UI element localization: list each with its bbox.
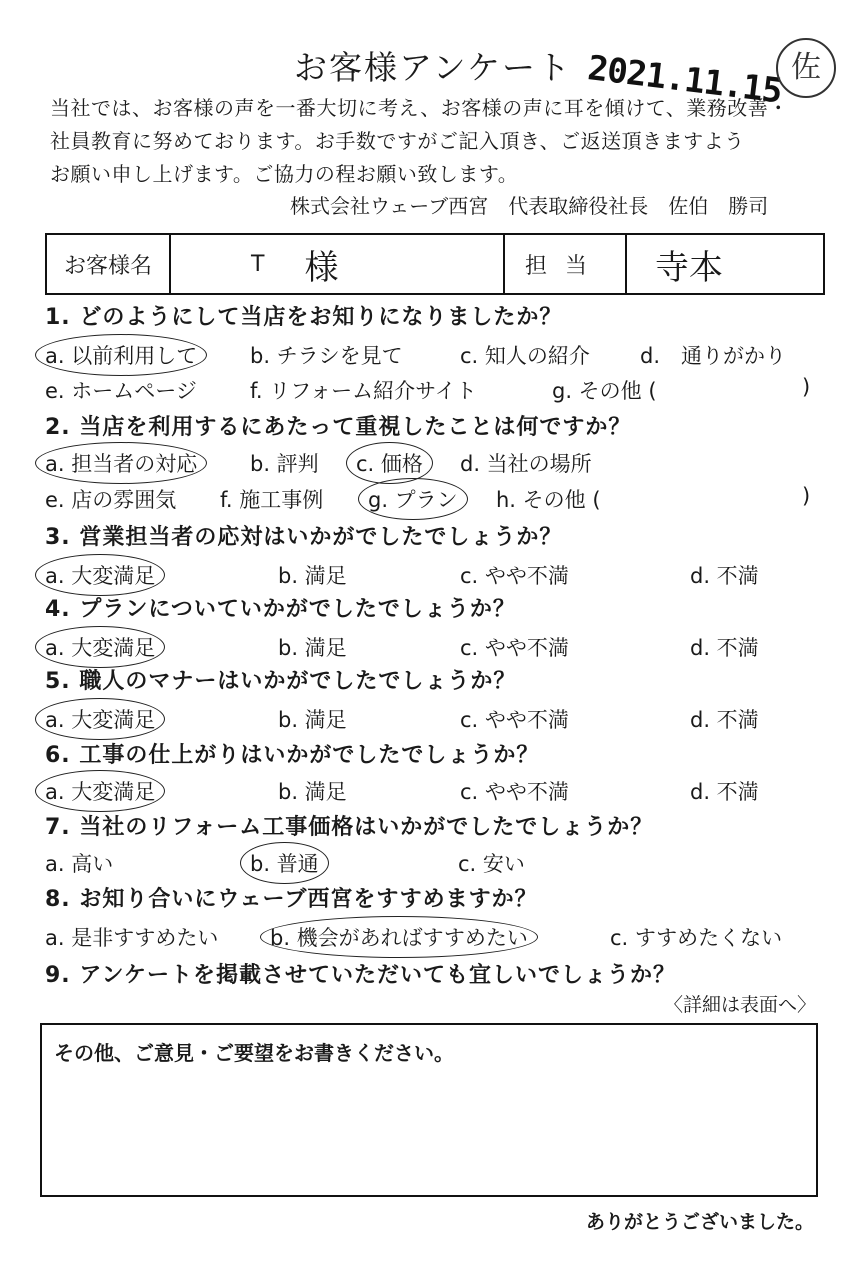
- handwritten-date: 2021.11.15: [585, 48, 784, 112]
- customer-name-label: お客様名: [47, 235, 171, 293]
- q2-option-h-close: ): [802, 484, 811, 508]
- q1-option-f[interactable]: f. リフォーム紹介サイト: [250, 379, 477, 403]
- q2-option-g[interactable]: g. プラン: [368, 484, 458, 514]
- q4-option-d[interactable]: d. 不満: [690, 636, 759, 660]
- question-4: 4. プランについていかがでしたでしょうか？: [45, 597, 516, 622]
- customer-name-field[interactable]: [171, 235, 505, 293]
- page-title: お客様アンケート: [293, 48, 573, 87]
- company-signature: 株式会社ウェーブ西宮 代表取締役社長 佐伯 勝司: [290, 194, 769, 218]
- customer-info-table: [45, 233, 825, 295]
- q7-option-c[interactable]: c. 安い: [458, 852, 525, 876]
- q8-option-a[interactable]: a. 是非すすめたい: [45, 926, 219, 950]
- q7-option-b[interactable]: b. 普通: [250, 848, 319, 878]
- intro-line: お願い申し上げます。ご協力の程お願い致します。: [50, 162, 519, 186]
- thanks-text: ありがとうございました。: [585, 1211, 814, 1233]
- q5-option-b[interactable]: b. 満足: [278, 708, 347, 732]
- intro-text: [50, 92, 840, 191]
- comment-label: その他、ご意見・ご要望をお書きください。: [54, 1041, 454, 1065]
- q6-option-b[interactable]: b. 満足: [278, 780, 347, 804]
- q3-option-d[interactable]: d. 不満: [690, 564, 759, 588]
- q5-option-d[interactable]: d. 不満: [690, 708, 759, 732]
- intro-line: 社員教育に努めております。お手数ですがご記入頂き、ご返送頂きますよう: [50, 129, 745, 153]
- q1-option-d[interactable]: d. 通りがかり: [640, 344, 787, 368]
- question-5: 5. 職人のマナーはいかがでしたでしょうか？: [45, 669, 517, 694]
- q1-option-g[interactable]: g. その他 (: [552, 379, 657, 403]
- q5-option-c[interactable]: c. やや不満: [460, 708, 569, 732]
- q3-option-c[interactable]: c. やや不満: [460, 564, 569, 588]
- q1-option-b[interactable]: b. チラシを見て: [250, 344, 403, 368]
- q1-option-e[interactable]: e. ホームページ: [45, 379, 197, 403]
- q1-option-a[interactable]: a. 以前利用して: [45, 340, 197, 370]
- q2-option-c[interactable]: c. 価格: [356, 448, 423, 478]
- q8-option-b[interactable]: b. 機会があればすすめたい: [270, 922, 528, 952]
- question-8: 8. お知り合いにウェーブ西宮をすすめますか？: [45, 887, 538, 912]
- q5-option-a[interactable]: a. 大変満足: [45, 704, 155, 734]
- question-2: 2. 当店を利用するにあたって重視したことは何ですか？: [45, 415, 632, 440]
- q4-option-c[interactable]: c. やや不満: [460, 636, 569, 660]
- q4-option-a[interactable]: a. 大変満足: [45, 632, 155, 662]
- q6-option-d[interactable]: d. 不満: [690, 780, 759, 804]
- q2-option-a[interactable]: a. 担当者の対応: [45, 448, 197, 478]
- staff-value: 寺本: [655, 247, 723, 288]
- q3-option-a[interactable]: a. 大変満足: [45, 560, 155, 590]
- q6-option-c[interactable]: c. やや不満: [460, 780, 569, 804]
- q6-option-a[interactable]: a. 大変満足: [45, 776, 155, 806]
- q1-option-c[interactable]: c. 知人の紹介: [460, 344, 590, 368]
- q2-option-b[interactable]: b. 評判: [250, 452, 319, 476]
- q4-option-b[interactable]: b. 満足: [278, 636, 347, 660]
- q7-option-a[interactable]: a. 高い: [45, 852, 114, 876]
- staff-label: 担当: [505, 235, 627, 293]
- intro-line: 当社では、お客様の声を一番大切に考え、お客様の声に耳を傾けて、業務改善・: [50, 96, 789, 120]
- q2-option-f[interactable]: f. 施工事例: [220, 488, 324, 512]
- q2-option-d[interactable]: d. 当社の場所: [460, 452, 592, 476]
- customer-name-value: 様: [304, 247, 339, 288]
- comment-box[interactable]: [40, 1023, 818, 1197]
- q8-option-c[interactable]: c. すすめたくない: [610, 926, 783, 950]
- question-9: 9. アンケートを掲載させていただいても宜しいでしょうか？: [45, 963, 677, 988]
- q3-option-b[interactable]: b. 満足: [278, 564, 347, 588]
- question-6: 6. 工事の仕上がりはいかがでしたでしょうか？: [45, 743, 540, 768]
- staff-field[interactable]: [627, 235, 823, 293]
- q1-option-g-close: ): [802, 375, 811, 399]
- q2-option-h[interactable]: h. その他 (: [496, 488, 601, 512]
- seal-stamp: 佐: [776, 38, 836, 98]
- question-3: 3. 営業担当者の応対はいかがでしたでしょうか？: [45, 525, 563, 550]
- see-reverse-note: 〈詳細は表面へ〉: [663, 994, 816, 1016]
- question-7: 7. 当社のリフォーム工事価格はいかがでしたでしょうか？: [45, 815, 654, 840]
- customer-initial: T: [251, 251, 265, 277]
- q2-option-e[interactable]: e. 店の雰囲気: [45, 488, 177, 512]
- question-1: 1. どのようにして当店をお知りになりましたか？: [45, 305, 563, 330]
